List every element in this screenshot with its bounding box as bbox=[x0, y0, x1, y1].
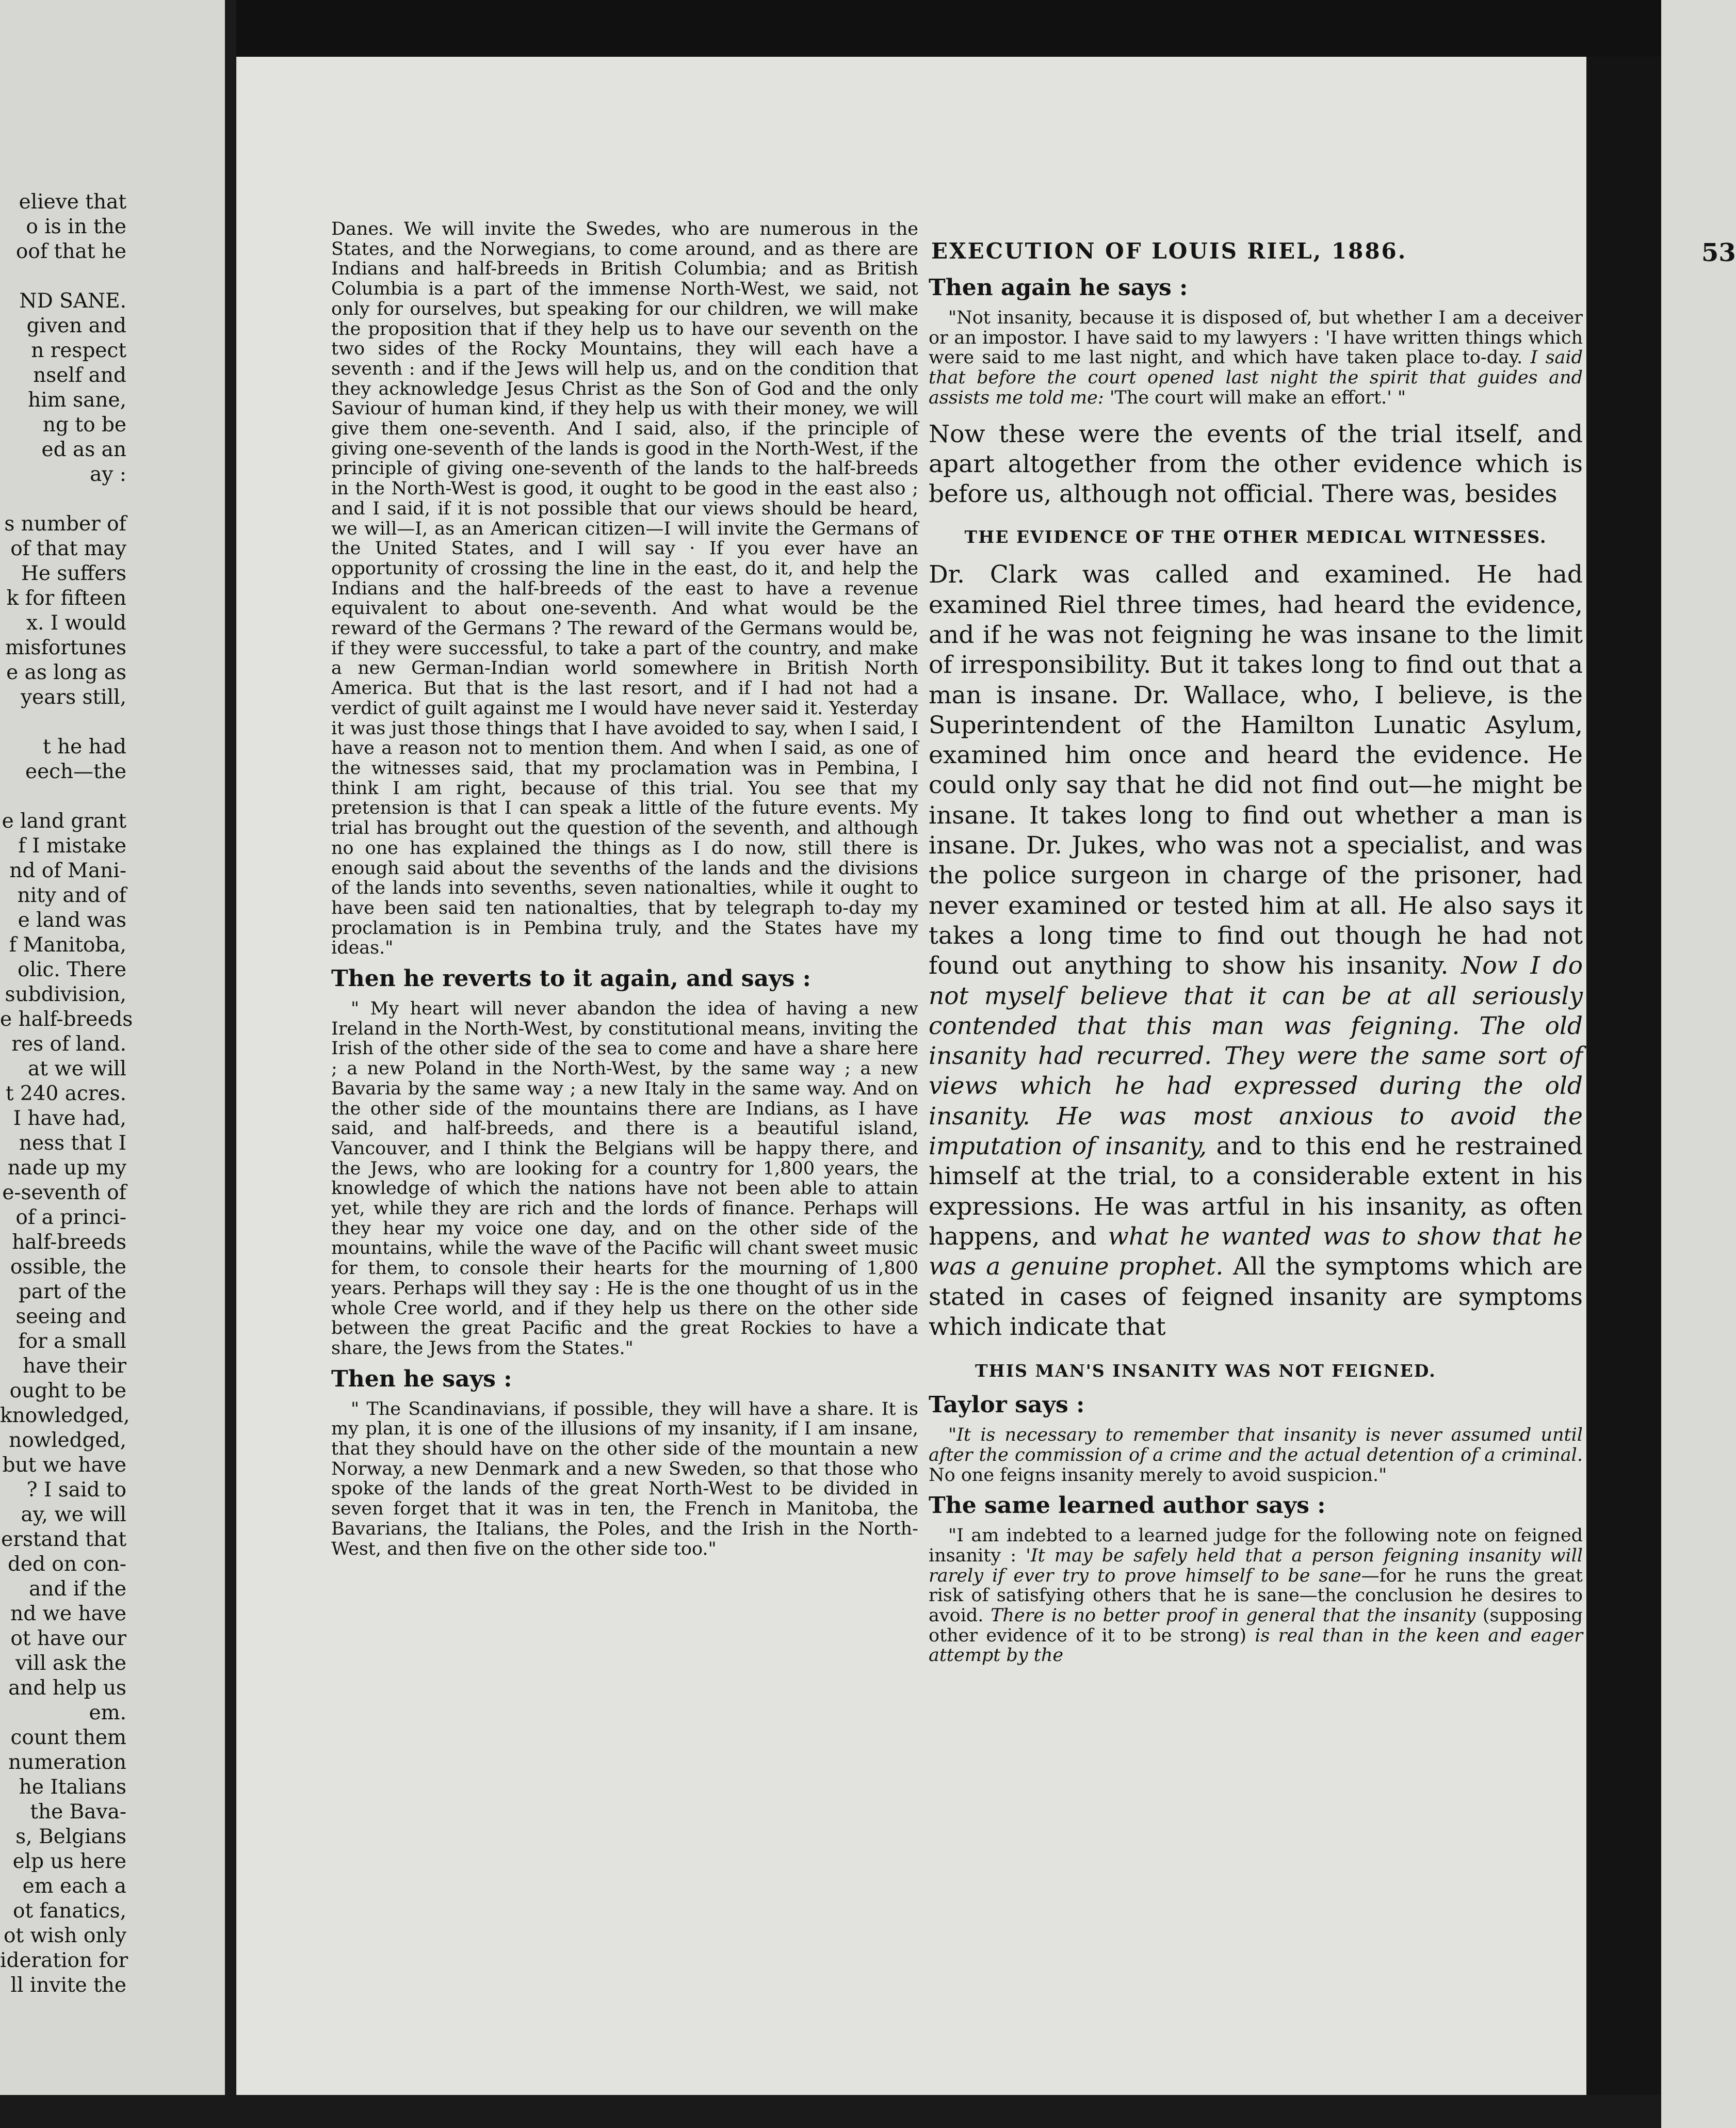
q3-part-b: It may be safely held that a person feigning insanity will rarely if ever try to prove himself to be sane bbox=[929, 1545, 1583, 1586]
q1-part-b: I said that before the court opened last night the spirit that guides and assists me told me: bbox=[929, 347, 1583, 408]
scan-top-border bbox=[0, 0, 1661, 57]
quote-learned-judge bbox=[929, 1526, 1583, 1666]
previous-page-line: nself and bbox=[33, 364, 126, 387]
riel-speech-continued: Danes. We will invite the Swedes, who are numerous in the States, and the Norwegians, to come around, and as there are Indians and half-breeds in British Columbia; and as British Columbia is a part of the immense North-West, we said, not only for ourselves, but speaking for our children, we will make the proposition that if they help us to have our seventh on the two sides of the Rocky Mountains, they will each have a seventh : and if the Jews will help us, and on the condition that they acknowledge Jesus Christ as the Son of God and the only Saviour of human kind, if they help us with their money, we will give them one-seventh. And I said, also, if the principle of giving one-seventh of the lands is good in the North-West, if the principle of giving one-seventh of the lands to the half-breeds in the North-West is good, it ought to be good in the east also ; and I said, if it is not possible that our views should be heard, we will—I, as an American citizen—I will invite the Germans of the United States, and I will say · If you ever have an opportunity of crossing the line in the east, do it, and help the Indians and the half-breeds of the east to have a revenue equivalent to about one-seventh. And what would be the reward of the Germans ? The reward of the Germans would be, if they were successful, to take a part of the country, and make a new German-Indian world somewhere in British North America. But that is the last resort, and if I had not had a verdict of guilt against me I would have never said it. Yesterday it was just those things that I have avoided to say, when I said, I have a reason not to mention them. And when I said, as one of the witnesses said, that my proclamation was in Pembina, I think I am right, because of this trial. You see that my pretension is that I can speak a little of the future events. My trial has brought out the question of the seventh, and although no one has explained the things as I do now, still there is enough said about the sevenths of the lands and the divisions of the lands into sevenths, seven nationalties, while it ought to have been said ten nationalties, that by telegraph to-day my proclamation is in Pembina truly, and the States have my ideas." bbox=[331, 219, 918, 959]
previous-page-line: and help us bbox=[8, 1676, 126, 1700]
previous-page-line: count them bbox=[10, 1726, 126, 1749]
previous-page-line: him sane, bbox=[28, 389, 126, 412]
previous-page-line: ot fanatics, bbox=[12, 1899, 126, 1923]
previous-page-line: k for fifteen bbox=[6, 587, 126, 610]
previous-page-line: part of the bbox=[18, 1280, 126, 1303]
quote-taylor bbox=[929, 1425, 1583, 1485]
book-gutter bbox=[225, 0, 236, 2128]
previous-page-line: elieve that bbox=[19, 190, 126, 214]
previous-page-line: o is in the bbox=[26, 215, 126, 238]
previous-page-line: misfortunes bbox=[5, 636, 126, 659]
previous-page-line: e half-breeds bbox=[0, 1008, 133, 1031]
previous-page-line: elp us here bbox=[12, 1850, 126, 1873]
running-header: EXECUTION OF LOUIS RIEL, 1886. bbox=[931, 238, 1407, 264]
quote-not-insanity bbox=[929, 308, 1583, 408]
previous-page-line: f I mistake bbox=[18, 834, 126, 858]
q3-part-f: is real than in the keen and eager attempt by the bbox=[929, 1625, 1583, 1666]
previous-page-line: ought to be bbox=[9, 1379, 126, 1402]
previous-page-line: erstand that bbox=[1, 1528, 126, 1551]
previous-page-line: vill ask the bbox=[15, 1652, 126, 1675]
previous-page-line: nity and of bbox=[17, 884, 126, 907]
page bbox=[237, 57, 1736, 2095]
q3-part-a: "I am indebted to a learned judge for the following note on feigned insanity : ' bbox=[929, 1525, 1583, 1566]
subheading-taylor-says: Taylor says : bbox=[929, 1392, 1085, 1418]
previous-page-line: ND SANE. bbox=[19, 289, 126, 313]
previous-page-line: I have had, bbox=[13, 1107, 126, 1130]
previous-page-line: x. I would bbox=[26, 611, 126, 635]
previous-page-line: knowledged, bbox=[0, 1404, 130, 1427]
scan-right-border bbox=[1586, 57, 1661, 2095]
previous-page-line: ot have our bbox=[10, 1627, 126, 1650]
quote-new-ireland: " My heart will never abandon the idea of having a new Ireland in the North-West, by constitutional means, inviting the Irish of the other side of the sea to come and have a share here ; a new Poland in the North-West, by the same way ; a new Bavaria by the same way ; a new Italy in the same way. And on the other side of the mountains there are Indians, as I have said, and half-breeds, and there is a beautiful island, Vancouver, and I think the Belgians will be happy there, and the Jews, who are looking for a country for 1,800 years, the knowledge of which the nations have not been able to attain yet, while they are rich and the lords of finance. Perhaps will they hear my voice one day, and on the other side of the mountains, while the wave of the Pacific will chant sweet music for them, to console their hearts for the mourning of 1,800 years. Perhaps will they say : He is the one thought of us in the whole Cree world, and if they help us there on the other side between the great Pacific and the great Rockies to have a share, the Jews from the States." bbox=[331, 998, 918, 1359]
subheading-reverts: Then he reverts to it again, and says : bbox=[331, 965, 811, 992]
previous-page-line: He suffers bbox=[21, 562, 126, 585]
previous-page-line: ? I said to bbox=[26, 1478, 126, 1502]
previous-page-line: ay, we will bbox=[21, 1503, 126, 1526]
previous-page-line: the Bava- bbox=[30, 1800, 126, 1824]
previous-page-line: seeing and bbox=[15, 1305, 126, 1328]
paragraph-events-of-trial: Now these were the events of the trial itself, and apart altogether from the other evidence which is before us, although not official. There was, besides bbox=[929, 420, 1583, 509]
previous-page-line: nd of Mani- bbox=[9, 859, 126, 882]
subheading-then-again: Then again he says : bbox=[929, 275, 1188, 301]
previous-page-line: numeration bbox=[8, 1751, 126, 1774]
previous-page-line: for a small bbox=[18, 1330, 126, 1353]
previous-page-line: given and bbox=[26, 314, 126, 337]
section-heading-medical-witnesses: THE EVIDENCE OF THE OTHER MEDICAL WITNESSES. bbox=[964, 527, 1547, 547]
subheading-same-author: The same learned author says : bbox=[929, 1492, 1326, 1519]
previous-page-line: ot wish only bbox=[3, 1924, 126, 1947]
previous-page-line: e as long as bbox=[6, 661, 126, 684]
previous-page-line: but we have bbox=[2, 1454, 126, 1477]
previous-page-line: ideration for bbox=[0, 1949, 128, 1972]
previous-page-line: years still, bbox=[21, 686, 126, 709]
quote-scandinavians: " The Scandinavians, if possible, they will have a share. It is my plan, it is one of the illusions of my insanity, if I am insane, that they should have on the other side of the mountain a new Norway, a new Denmark and a new Sweden, so that those who spoke of the lands of the great North-West to be divided in seven forget that it was in ten, the French in Manitoba, the Bavarians, the Italians, the Poles, and the Irish in the North-West, and then five on the other side too." bbox=[331, 1398, 918, 1559]
subheading-then-he-says: Then he says : bbox=[331, 1365, 512, 1392]
q3-part-e: (supposing other evidence of it to be strong) bbox=[929, 1605, 1583, 1646]
previous-page-line: of that may bbox=[10, 537, 126, 560]
previous-page-line: oof that he bbox=[15, 240, 126, 263]
q1-part-c: 'The court will make an effort.' " bbox=[1104, 387, 1406, 408]
previous-page-line: ded on con- bbox=[7, 1553, 126, 1576]
previous-page-line: t 240 acres. bbox=[5, 1082, 126, 1105]
p2-part-c: and to this end he restrained himself at the trial, to a considerable extent in his expressions. He was artful in his insanity, as often happens, and bbox=[929, 1132, 1583, 1251]
q2-part-b: No one feigns insanity merely to avoid suspicion." bbox=[929, 1464, 1387, 1486]
previous-page-line: t he had bbox=[43, 735, 126, 759]
previous-page-fragment bbox=[0, 0, 227, 2128]
previous-page-line: em each a bbox=[22, 1875, 126, 1898]
previous-page-line: e land was bbox=[18, 909, 126, 932]
previous-page-line: e-seventh of bbox=[2, 1181, 126, 1204]
q3-part-c: —for he runs the great risk of satisfying others that he is sane—the conclusion he desires to avoid. bbox=[929, 1565, 1583, 1626]
previous-page-line: ness that I bbox=[19, 1132, 126, 1155]
previous-page-line: nd we have bbox=[10, 1602, 126, 1625]
p2-part-e: All the symptoms which are stated in cases of feigned insanity are symptoms which indicate that bbox=[929, 1252, 1583, 1341]
previous-page-line: ll invite the bbox=[10, 1974, 126, 1997]
previous-page-line: ed as an bbox=[41, 438, 126, 461]
previous-page-line: e land grant bbox=[2, 810, 126, 833]
previous-page-line: half-breeds bbox=[12, 1231, 126, 1254]
section-heading-not-feigned: THIS MAN'S INSANITY WAS NOT FEIGNED. bbox=[975, 1361, 1436, 1381]
previous-page-line: of a princi- bbox=[15, 1206, 126, 1229]
p2-part-d: what he wanted was to show that he was a genuine prophet. bbox=[929, 1222, 1583, 1281]
previous-page-line: s, Belgians bbox=[15, 1825, 126, 1848]
previous-page-line: eech—the bbox=[25, 760, 126, 783]
previous-page-line: nowledged, bbox=[9, 1429, 126, 1452]
previous-page-line: ng to be bbox=[42, 413, 126, 437]
left-column bbox=[331, 219, 918, 2082]
previous-page-line: subdivision, bbox=[5, 983, 126, 1006]
scan-bottom-border bbox=[0, 2095, 1661, 2128]
previous-page-line: f Manitoba, bbox=[9, 933, 126, 957]
p2-part-b: Now I do not myself believe that it can be at all seriously contended that this man was feigning. The old insanity had recurred. They were the same sort of views which he had expressed during the old insanity. He was most anxious to avoid the imputation of insanity, bbox=[929, 952, 1583, 1161]
q1-part-a: "Not insanity, because it is disposed of, but whether I am a deceiver or an impostor. I have said to my lawyers : 'I have written things which were said to me last night, and which have taken place to-day. bbox=[929, 308, 1583, 368]
previous-page-line: he Italians bbox=[19, 1776, 126, 1799]
previous-page-line: em. bbox=[89, 1701, 126, 1724]
q2-part-a: "It is necessary to remember that insanity is never assumed until after the commission of a crime and the actual detention of a criminal. bbox=[929, 1425, 1583, 1465]
previous-page-line: n respect bbox=[31, 339, 126, 362]
q3-part-d: There is no better proof in general that the insanity bbox=[991, 1605, 1476, 1626]
previous-page-line: and if the bbox=[29, 1577, 126, 1601]
right-column bbox=[929, 273, 1583, 2082]
previous-page-line: s number of bbox=[4, 512, 126, 536]
previous-page-line: nade up my bbox=[7, 1156, 126, 1180]
previous-page-line: have their bbox=[23, 1355, 126, 1378]
previous-page-line: ay : bbox=[90, 463, 126, 486]
previous-page-line: ossible, the bbox=[10, 1255, 126, 1279]
previous-page-line: olic. There bbox=[18, 958, 126, 981]
paragraph-medical-evidence bbox=[929, 560, 1583, 1342]
p2-part-a: Dr. Clark was called and examined. He had examined Riel three times, had heard the evidence, and if he was not feigning he was insane to the limit of irresponsibility. But it takes long to find out that a man is insane. Dr. Wallace, who, I believe, is the Superintendent of the Hamilton Lunatic Asylum, examined him once and heard the evidence. He could only say that he did not find out—he might be insane. It takes long to find out whether a man is insane. Dr. Jukes, who was not a specialist, and was the police surgeon in charge of the prisoner, had never examined or tested him at all. He also says it takes a long time to find out though he had not found out anything to show his insanity. bbox=[929, 560, 1583, 980]
previous-page-line: res of land. bbox=[11, 1033, 126, 1056]
previous-page-line: at we will bbox=[28, 1057, 126, 1081]
page-number: 53 bbox=[1701, 238, 1736, 267]
